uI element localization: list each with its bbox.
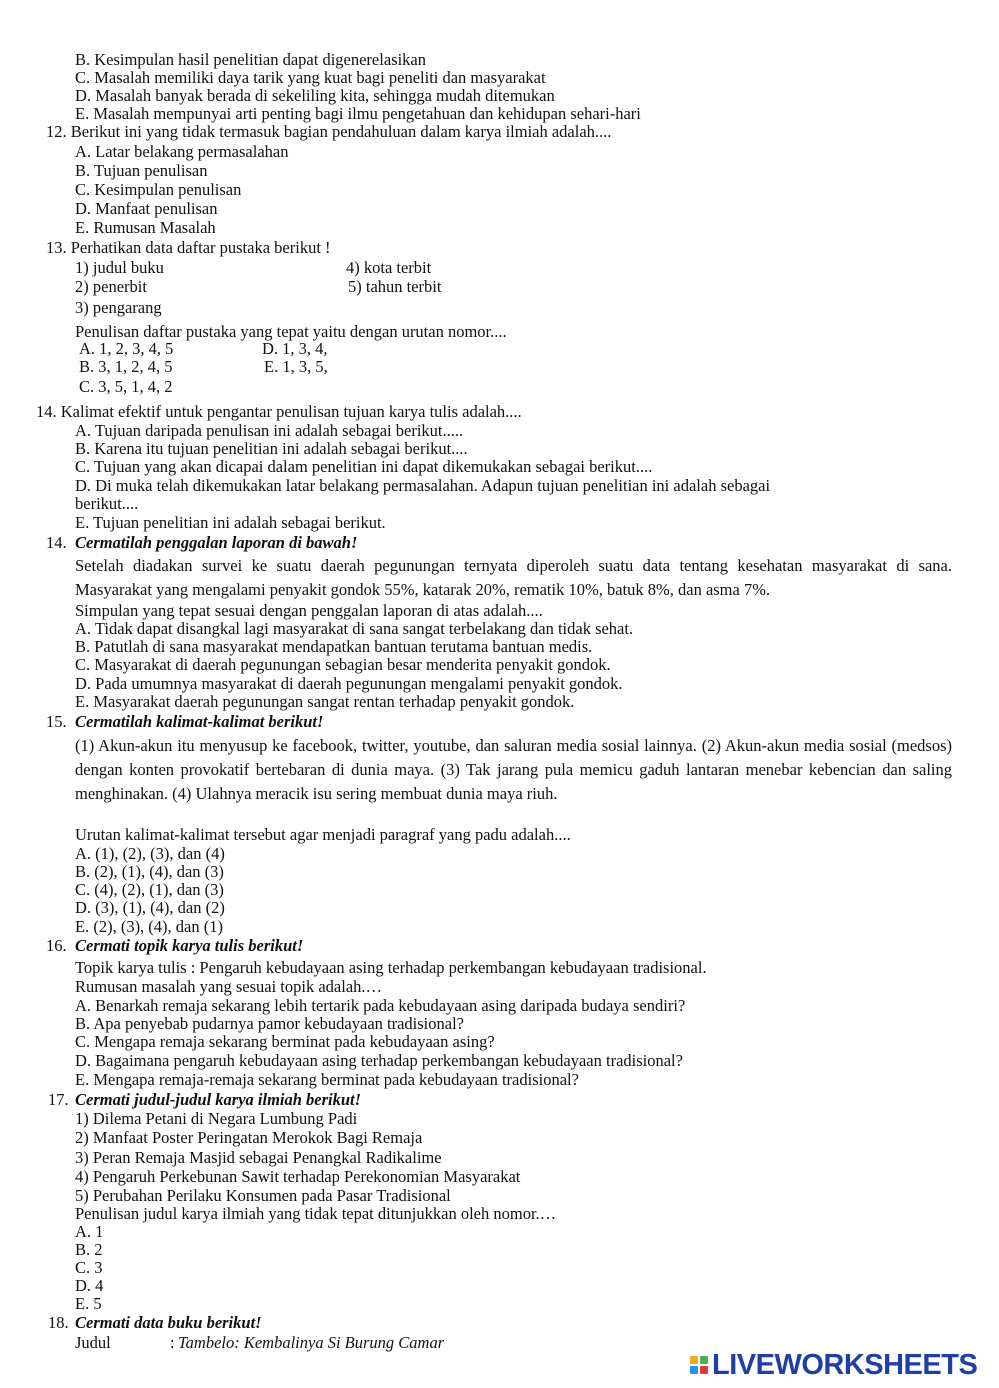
q14a-question: 14. Kalimat efektif untuk pengantar penulisan tujuan karya tulis adalah.... bbox=[36, 402, 522, 421]
q15-option-c: C. (4), (2), (1), dan (3) bbox=[75, 880, 224, 899]
q18-field-value: Tambelo: Kembalinya Si Burung Camar bbox=[178, 1333, 445, 1352]
q18-title: Cermati data buku berikut! bbox=[75, 1313, 262, 1332]
q13-item-1: 1) judul buku bbox=[75, 258, 164, 277]
q14a-option-a: A. Tujuan daripada penulisan ini adalah sebagai berikut..... bbox=[75, 421, 464, 440]
q17-option-c: C. 3 bbox=[75, 1258, 103, 1277]
q16-topic: Topik karya tulis : Pengaruh kebudayaan asing terhadap perkembangan kebudayaan tradisional. bbox=[75, 958, 707, 977]
q15-option-a: A. (1), (2), (3), dan (4) bbox=[75, 844, 225, 863]
q15-title: Cermatilah kalimat-kalimat berikut! bbox=[75, 712, 324, 731]
q16-option-c: C. Mengapa remaja sekarang berminat pada kebudayaan asing? bbox=[75, 1032, 495, 1051]
q15-number: 15. bbox=[46, 712, 67, 731]
liveworksheets-logo bbox=[690, 1348, 977, 1382]
q16-option-b: B. Apa penyebab pudarnya pamor kebudayaan tradisional? bbox=[75, 1014, 464, 1033]
q14b-option-c: C. Masyarakat di daerah pegunungan sebagian besar menderita penyakit gondok. bbox=[75, 655, 611, 674]
q12-option-b: B. Tujuan penulisan bbox=[75, 161, 208, 180]
q18-number: 18. bbox=[48, 1313, 69, 1332]
q15-prompt: Urutan kalimat-kalimat tersebut agar menjadi paragraf yang padu adalah.... bbox=[75, 825, 571, 844]
q16-title: Cermati topik karya tulis berikut! bbox=[75, 936, 304, 955]
q14b-passage: Setelah diadakan survei ke suatu daerah pegunungan ternyata diperoleh suatu data tentang kesehatan masyarakat di sana. Masyarakat yang mengalami penyakit gondok 55%, katarak 20%, rematik 10%, batuk 8%, dan asma 7%. bbox=[75, 556, 952, 599]
q13-prompt: Penulisan daftar pustaka yang tepat yaitu dengan urutan nomor.... bbox=[75, 322, 507, 341]
q13-item-4: 4) kota terbit bbox=[346, 258, 432, 277]
q12-option-a: A. Latar belakang permasalahan bbox=[75, 142, 289, 161]
q14a-option-c: C. Tujuan yang akan dicapai dalam penelitian ini dapat dikemukakan sebagai berikut.... bbox=[75, 457, 653, 476]
liveworksheets-wordmark: LIVEWORKSHEETS bbox=[712, 1348, 978, 1381]
q16-prompt: Rumusan masalah yang sesuai topik adalah.… bbox=[75, 977, 383, 996]
q14b-option-b: B. Patutlah di sana masyarakat mendapatkan bantuan terutama bantuan medis. bbox=[75, 637, 593, 656]
q14a-option-b: B. Karena itu tujuan penelitian ini adalah sebagai berikut.... bbox=[75, 439, 468, 458]
q11-option-b: B. Kesimpulan hasil penelitian dapat digenerelasikan bbox=[75, 50, 426, 69]
q11-option-d: D. Masalah banyak berada di sekeliling kita, sehingga mudah ditemukan bbox=[75, 86, 555, 105]
q14b-option-d: D. Pada umumnya masyarakat di daerah pegunungan mengalami penyakit gondok. bbox=[75, 674, 623, 693]
q17-option-d: D. 4 bbox=[75, 1276, 104, 1295]
q14b-option-a: A. Tidak dapat disangkal lagi masyarakat di sana sangat terbelakang dan tidak sehat. bbox=[75, 619, 634, 638]
q15-passage: (1) Akun-akun itu menyusup ke facebook, twitter, youtube, dan saluran media sosial lainnya. (2) Akun-akun media sosial (medsos) dengan konten provokatif bertebaran di dunia maya. (3) Tak jarang pula memicu gaduh lantaran menebar kebencian dan saling menghinakan. (4) Ulahnya meracik isu sering membuat dunia maya riuh. bbox=[75, 736, 952, 803]
q12-question: 12. Berikut ini yang tidak termasuk bagian pendahuluan dalam karya ilmiah adalah.... bbox=[46, 122, 612, 141]
q11-option-e: E. Masalah mempunyai arti penting bagi ilmu pengetahuan dan kehidupan sehari-hari bbox=[75, 104, 641, 123]
q16-option-e: E. Mengapa remaja-remaja sekarang berminat pada kebudayaan tradisional? bbox=[75, 1070, 579, 1089]
q12-option-c: C. Kesimpulan penulisan bbox=[75, 180, 242, 199]
q16-option-a: A. Benarkah remaja sekarang lebih tertarik pada kebudayaan asing daripada budaya sendiri? bbox=[75, 996, 686, 1015]
q14a-option-d: D. Di muka telah dikemukakan latar belakang permasalahan. Adapun tujuan penelitian ini adalah sebagai bbox=[75, 476, 771, 495]
q17-prompt: Penulisan judul karya ilmiah yang tidak tepat ditunjukkan oleh nomor.… bbox=[75, 1204, 557, 1223]
q16-number: 16. bbox=[46, 936, 67, 955]
q14b-prompt: Simpulan yang tepat sesuai dengan penggalan laporan di atas adalah.... bbox=[75, 601, 543, 620]
q13-option-b: B. 3, 1, 2, 4, 5 bbox=[79, 357, 173, 376]
q13-item-2: 2) penerbit bbox=[75, 277, 147, 296]
q13-option-e: E. 1, 3, 5, bbox=[264, 357, 328, 376]
q11-option-c: C. Masalah memiliki daya tarik yang kuat bagi peneliti dan masyarakat bbox=[75, 68, 546, 87]
q17-item-1: 1) Dilema Petani di Negara Lumbung Padi bbox=[75, 1109, 358, 1128]
q14a-option-d-cont: berikut.... bbox=[75, 494, 139, 513]
q17-item-5: 5) Perubahan Perilaku Konsumen pada Pasar Tradisional bbox=[75, 1186, 451, 1205]
q14a-option-e: E. Tujuan penelitian ini adalah sebagai berikut. bbox=[75, 513, 386, 532]
q13-option-d: D. 1, 3, 4, bbox=[262, 339, 328, 358]
q16-option-d: D. Bagaimana pengaruh kebudayaan asing terhadap perkembangan kebudayaan tradisional? bbox=[75, 1051, 683, 1070]
q17-item-3: 3) Peran Remaja Masjid sebagai Penangkal Radikalime bbox=[75, 1148, 442, 1167]
q13-item-3: 3) pengarang bbox=[75, 298, 162, 317]
q17-title: Cermati judul-judul karya ilmiah berikut! bbox=[75, 1090, 362, 1109]
q17-item-4: 4) Pengaruh Perkebunan Sawit terhadap Perekonomian Masyarakat bbox=[75, 1167, 521, 1186]
q17-option-b: B. 2 bbox=[75, 1240, 103, 1259]
q18-field-separator: : bbox=[170, 1333, 175, 1352]
q13-option-c: C. 3, 5, 1, 4, 2 bbox=[79, 377, 173, 396]
q13-question: 13. Perhatikan data daftar pustaka berikut ! bbox=[46, 238, 331, 257]
q15-option-b: B. (2), (1), (4), dan (3) bbox=[75, 862, 224, 881]
q17-number: 17. bbox=[48, 1090, 69, 1109]
q12-option-d: D. Manfaat penulisan bbox=[75, 199, 218, 218]
q12-option-e: E. Rumusan Masalah bbox=[75, 218, 216, 237]
q14b-number: 14. bbox=[46, 533, 67, 552]
q15-option-e: E. (2), (3), (4), dan (1) bbox=[75, 917, 223, 936]
q13-item-5: 5) tahun terbit bbox=[348, 277, 442, 296]
liveworksheets-logo-icon bbox=[690, 1356, 708, 1374]
q17-item-2: 2) Manfaat Poster Peringatan Merokok Bagi Remaja bbox=[75, 1128, 423, 1147]
q18-field-label: Judul bbox=[75, 1333, 111, 1352]
q15-option-d: D. (3), (1), (4), dan (2) bbox=[75, 898, 225, 917]
q13-option-a: A. 1, 2, 3, 4, 5 bbox=[79, 339, 174, 358]
q17-option-e: E. 5 bbox=[75, 1294, 102, 1313]
q14b-title: Cermatilah penggalan laporan di bawah! bbox=[75, 533, 358, 552]
q14b-option-e: E. Masyarakat daerah pegunungan sangat rentan terhadap penyakit gondok. bbox=[75, 692, 575, 711]
q17-option-a: A. 1 bbox=[75, 1222, 104, 1241]
